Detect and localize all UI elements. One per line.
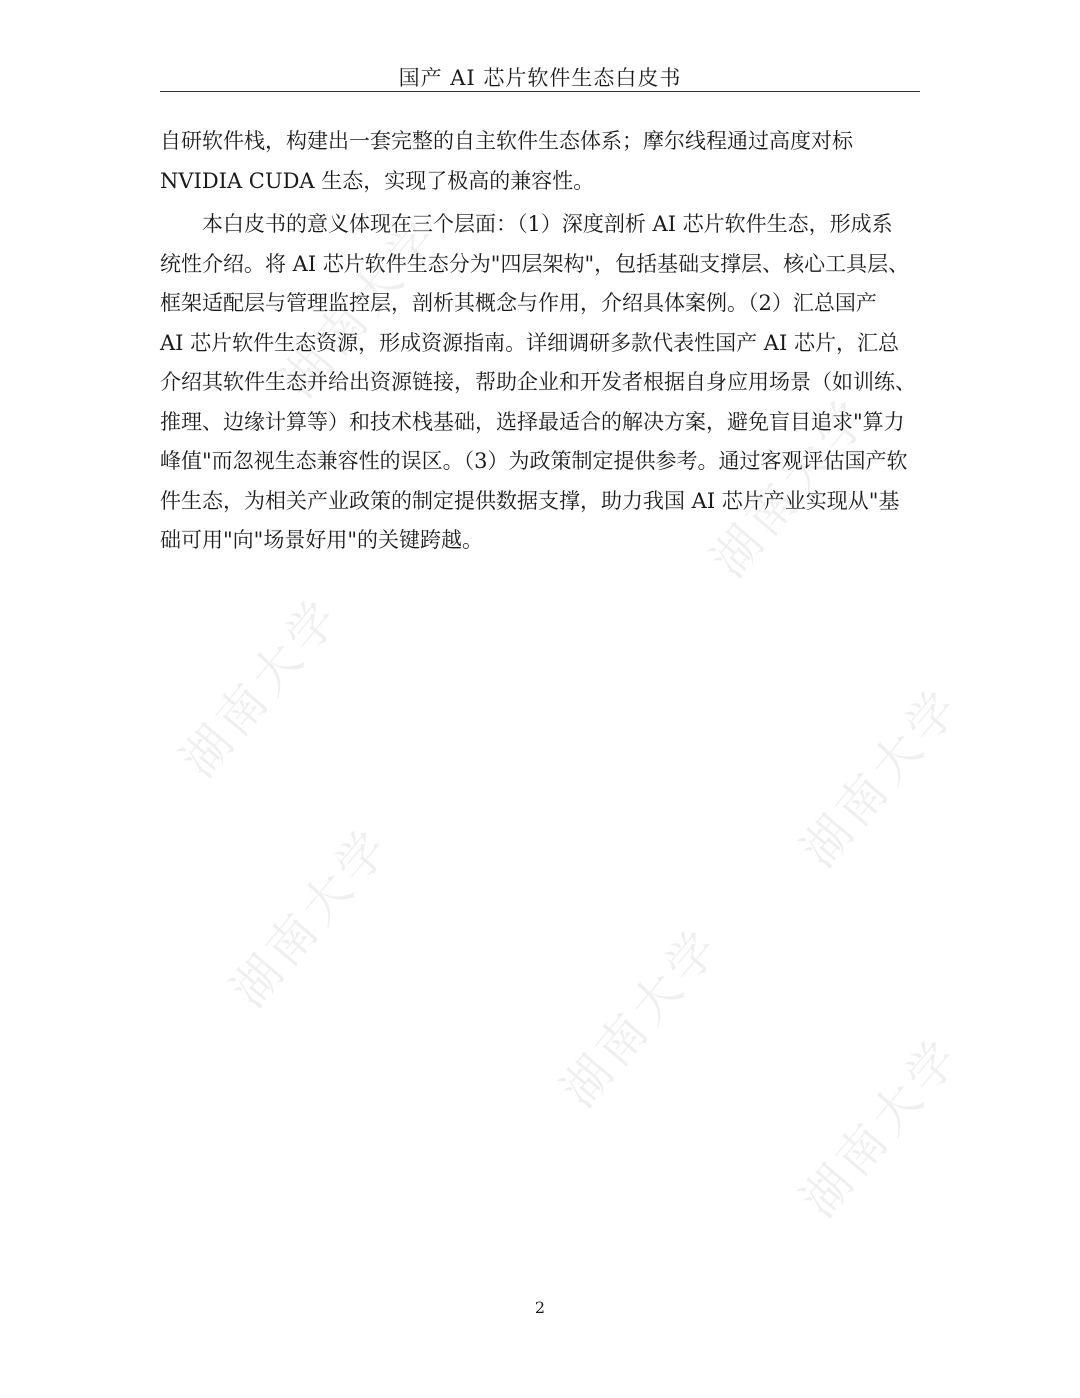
watermark: 湖南大学 <box>790 1026 973 1229</box>
text-line: 统性介绍。将 AI 芯片软件生态分为"四层架构"，包括基础支撑层、核心工具层、 <box>160 251 910 276</box>
watermark: 湖南大学 <box>550 916 733 1119</box>
paragraph <box>160 205 920 561</box>
header-divider <box>160 91 920 92</box>
running-header: 国产 AI 芯片软件生态白皮书 <box>398 66 682 90</box>
text-line: 框架适配层与管理监控层，剖析其概念与作用，介绍具体案例。（2）汇总国产 <box>160 291 877 315</box>
text-line: AI 芯片软件生态资源，形成资源指南。详细调研多款代表性国产 AI 芯片，汇总 <box>160 330 899 355</box>
document-body <box>160 122 920 561</box>
text-line: 自研软件栈，构建出一套完整的自主软件生态体系；摩尔线程通过高度对标 <box>160 129 853 153</box>
text-line: 础可用"向"场景好用"的关键跨越。 <box>160 528 483 552</box>
watermark: 湖南大学 <box>270 206 453 409</box>
watermark: 湖南大学 <box>700 386 883 589</box>
paragraph <box>160 122 920 201</box>
text-line: 介绍其软件生态并给出资源链接，帮助企业和开发者根据自身应用场景（如训练、 <box>160 370 916 394</box>
watermark: 湖南大学 <box>790 676 973 879</box>
text-line: 件生态，为相关产业政策的制定提供数据支撑，助力我国 AI 芯片产业实现从"基 <box>160 488 900 513</box>
text-line: NVIDIA CUDA 生态，实现了极高的兼容性。 <box>160 168 595 193</box>
text-line: 本白皮书的意义体现在三个层面：（1）深度剖析 AI 芯片软件生态，形成系 <box>160 212 893 236</box>
watermark: 湖南大学 <box>170 586 353 789</box>
page-number: 2 <box>534 1298 546 1317</box>
text-line: 峰值"而忽视生态兼容性的误区。（3）为政策制定提供参考。通过客观评估国产软 <box>160 449 908 473</box>
text-line: 推理、边缘计算等）和技术栈基础，选择最适合的解决方案，避免盲目追求"算力 <box>160 409 905 434</box>
watermark: 湖南大学 <box>220 816 403 1019</box>
